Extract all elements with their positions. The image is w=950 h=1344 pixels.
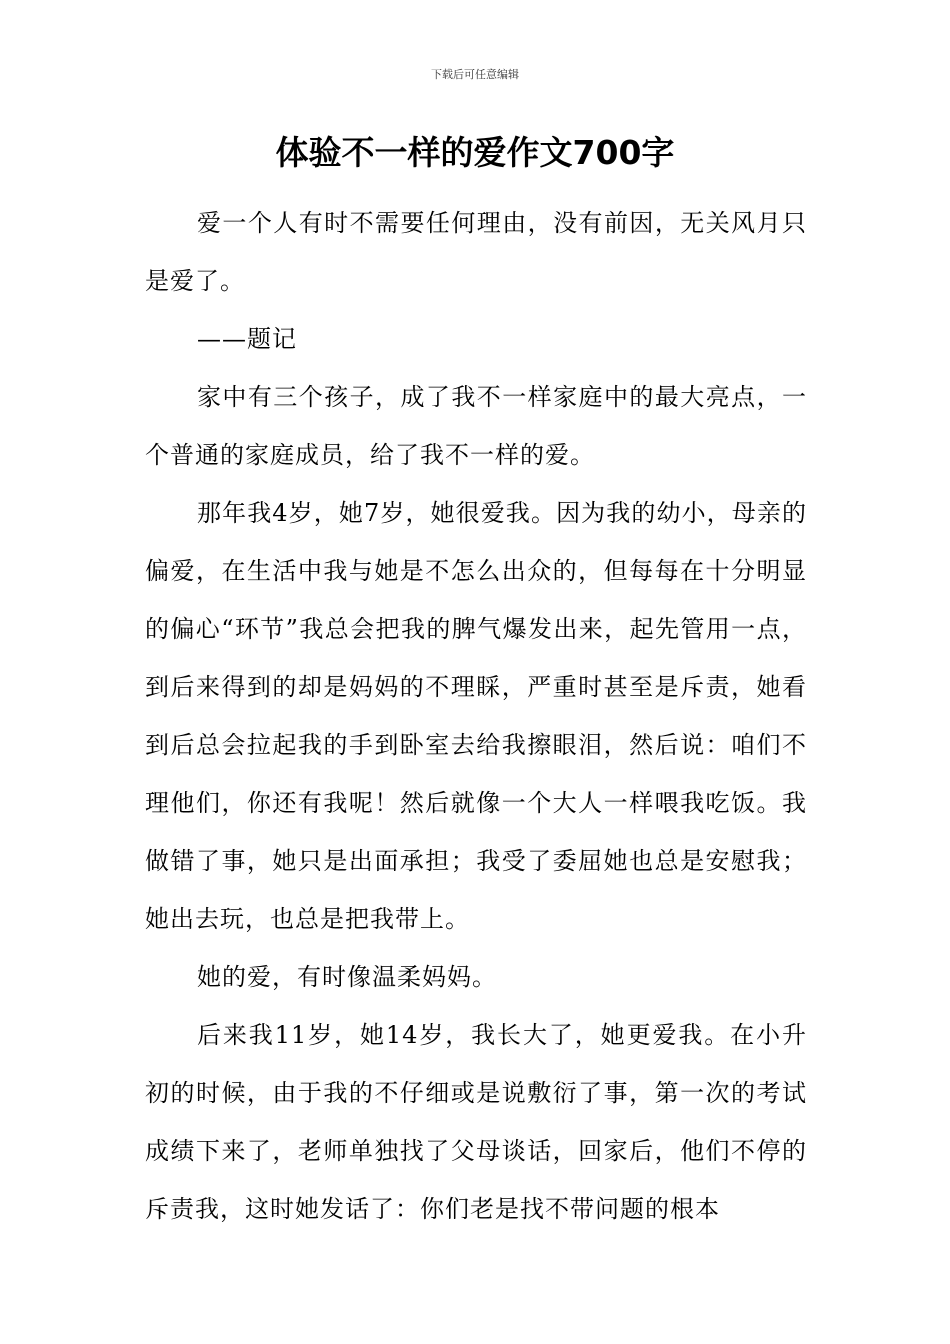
document-title: 体验不一样的爱作文700字 bbox=[275, 133, 675, 172]
paragraph-family: 家中有三个孩子，成了我不一样家庭中的最大亮点，一个普通的家庭成员，给了我不一样的爱。 bbox=[145, 383, 807, 469]
paragraph-inscription: ——题记 bbox=[197, 325, 297, 353]
paragraph-epigraph: 爱一个人有时不需要任何理由，没有前因，无关风月只是爱了。 bbox=[145, 209, 807, 295]
paragraph-age-eleven: 后来我11岁，她14岁，我长大了，她更爱我。在小升初的时候，由于我的不仔细或是说敷衍了事，第一次的考试成绩下来了，老师单独找了父母谈话，回家后，他们不停的斥责我，这时她发话了：你们老是找不带问题的根本 bbox=[145, 1021, 807, 1223]
document-body bbox=[145, 194, 807, 1238]
paragraph-gentle-mother: 她的爱，有时像温柔妈妈。 bbox=[197, 963, 497, 991]
paragraph-age-four: 那年我4岁，她7岁，她很爱我。因为我的幼小，母亲的偏爱，在生活中我与她是不怎么出众的，但每每在十分明显的偏心“环节”我总会把我的脾气爆发出来，起先管用一点，到后来得到的却是妈妈的不理睬，严重时甚至是斥责，她看到后总会拉起我的手到卧室去给我擦眼泪，然后说：咱们不理他们，你还有我呢！然后就像一个大人一样喂我吃饭。我做错了事，她只是出面承担；我受了委屈她也总是安慰我；她出去玩，也总是把我带上。 bbox=[145, 499, 807, 933]
header-note: 下载后可任意编辑 bbox=[431, 68, 519, 81]
